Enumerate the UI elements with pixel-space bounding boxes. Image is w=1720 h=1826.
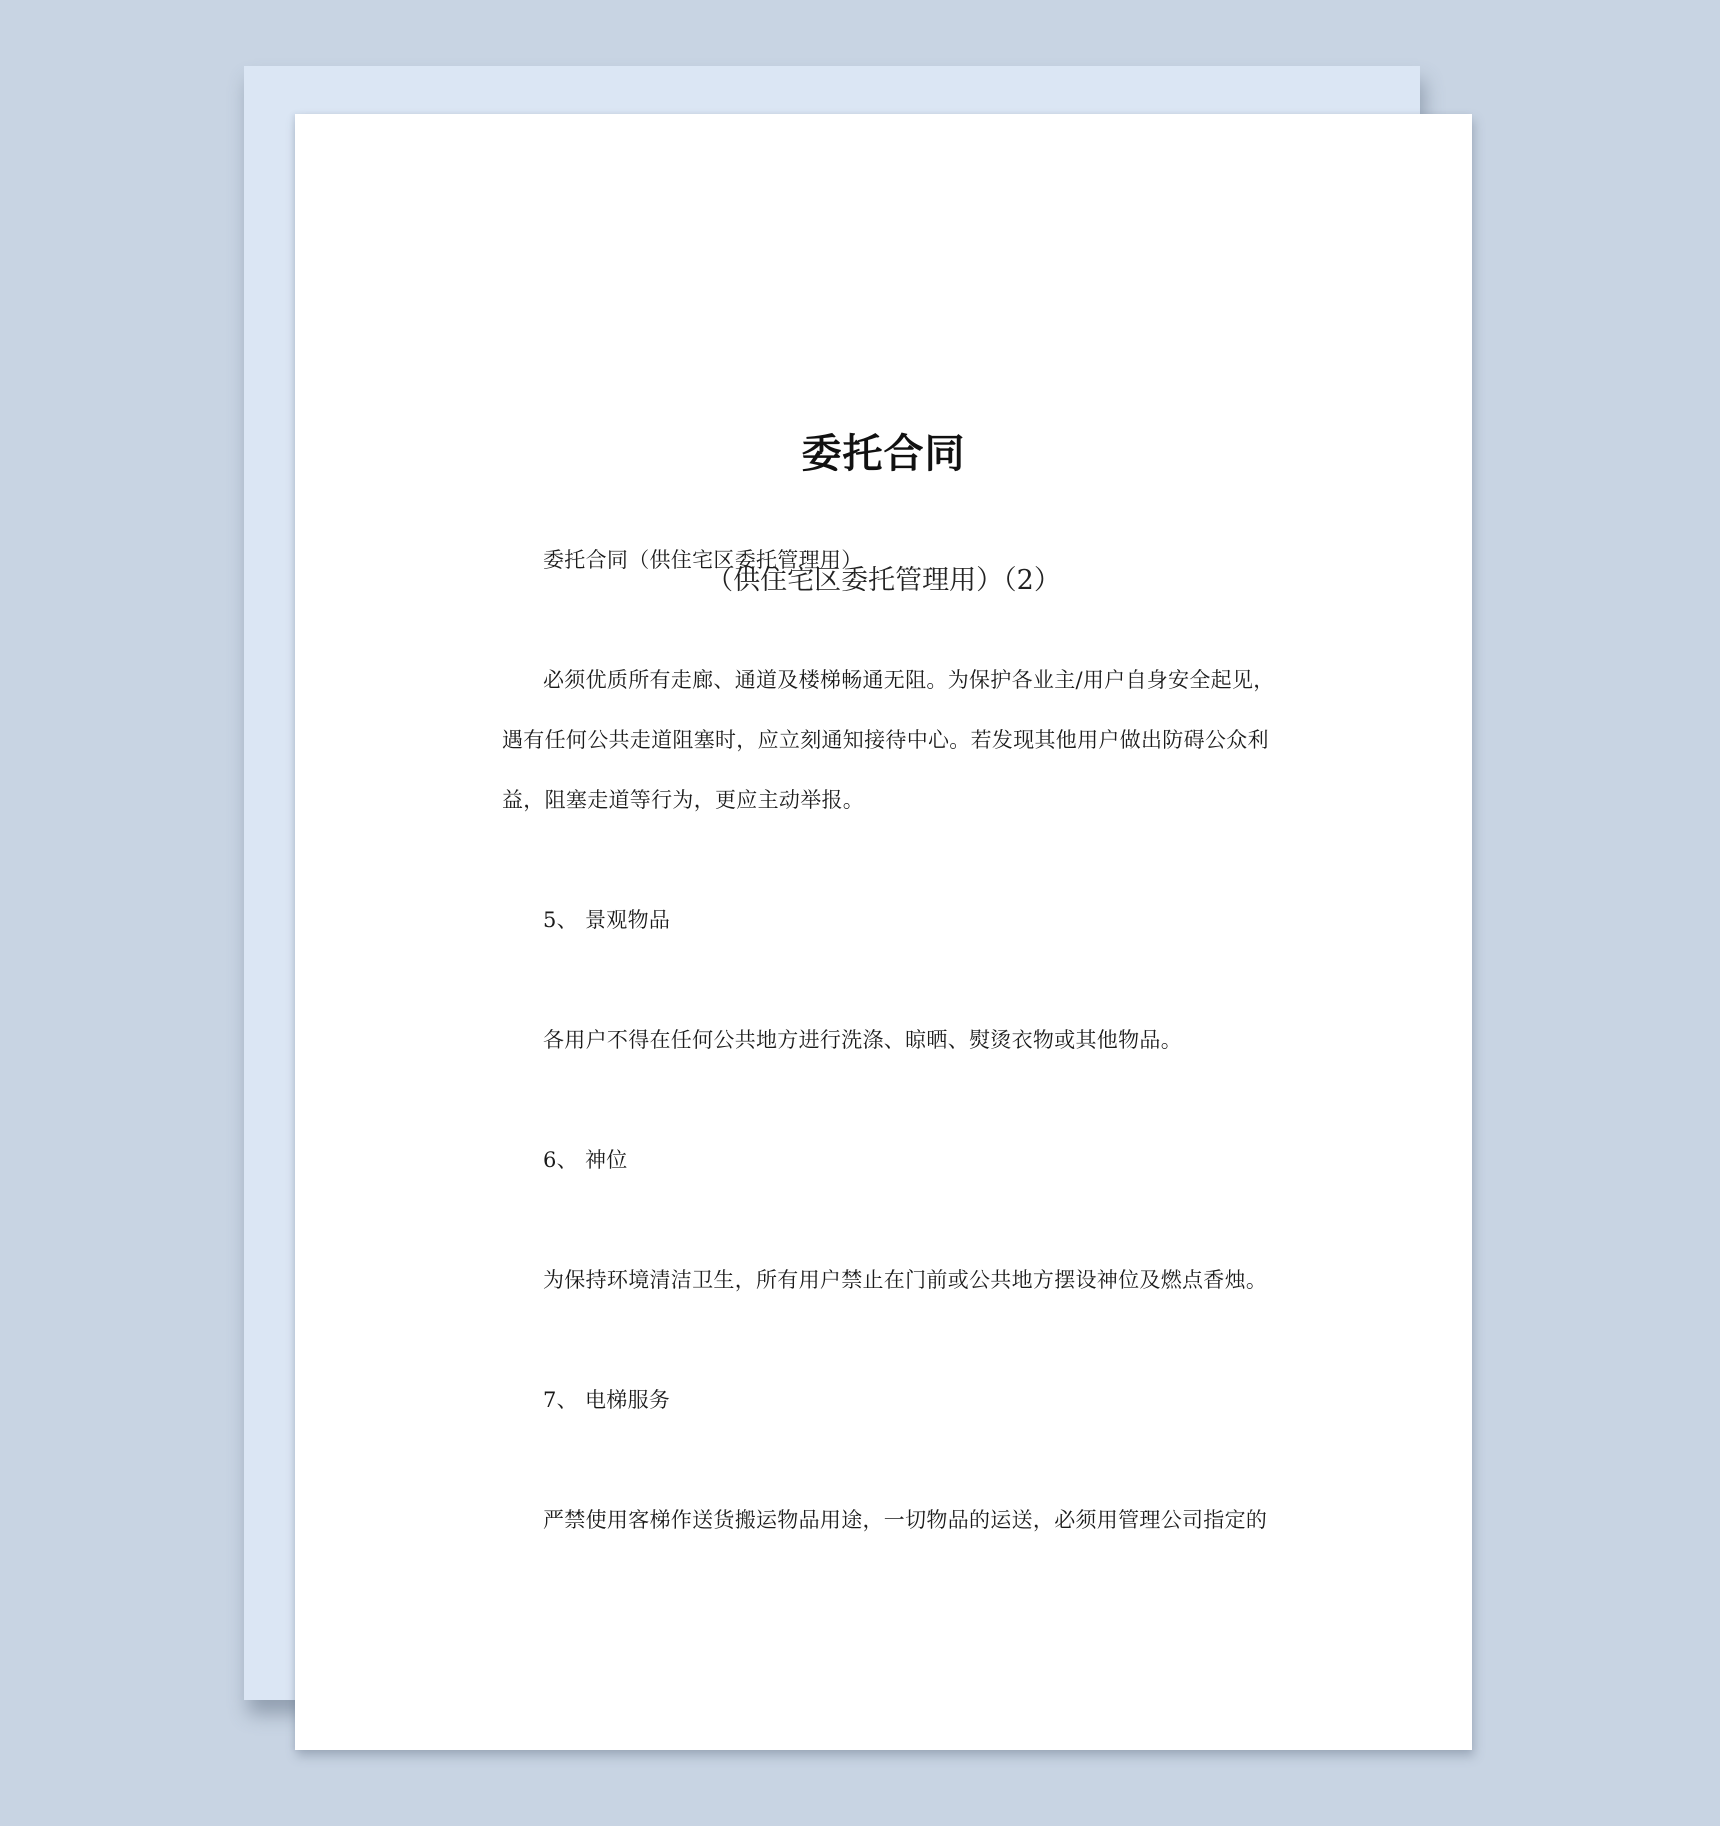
section-number: 5、 <box>543 908 578 932</box>
section-title: 景观物品 <box>585 908 671 932</box>
section-heading-7 <box>543 1384 670 1414</box>
section-title: 电梯服务 <box>585 1388 671 1412</box>
intro-line: 委托合同（供住宅区委托管理用） <box>543 548 863 572</box>
section-number: 6、 <box>543 1148 578 1172</box>
corridor-paragraph-line-1: 必须优质所有走廊、通道及楼梯畅通无阻。为保护各业主/用户自身安全起见， <box>543 668 1275 692</box>
corridor-paragraph-line-2: 遇有任何公共走道阻塞时，应立刻通知接待中心。若发现其他用户做出防碍公众利 <box>502 728 1269 752</box>
section-heading-5 <box>543 904 670 934</box>
section-heading-6 <box>543 1144 628 1174</box>
section-body-5: 各用户不得在任何公共地方进行洗涤、晾晒、熨烫衣物或其他物品。 <box>543 1028 1182 1052</box>
document-title: 委托合同 <box>801 431 966 477</box>
corridor-paragraph-line-3: 益，阻塞走道等行为，更应主动举报。 <box>502 788 865 812</box>
section-body-7: 严禁使用客梯作送货搬运物品用途，一切物品的运送，必须用管理公司指定的 <box>543 1508 1268 1532</box>
section-body-6: 为保持环境清洁卫生，所有用户禁止在门前或公共地方摆设神位及燃点香烛。 <box>543 1268 1268 1292</box>
section-title: 神位 <box>585 1148 628 1172</box>
document-subtitle: （供住宅区委托管理用）（2） <box>706 565 1061 596</box>
section-number: 7、 <box>543 1388 578 1412</box>
